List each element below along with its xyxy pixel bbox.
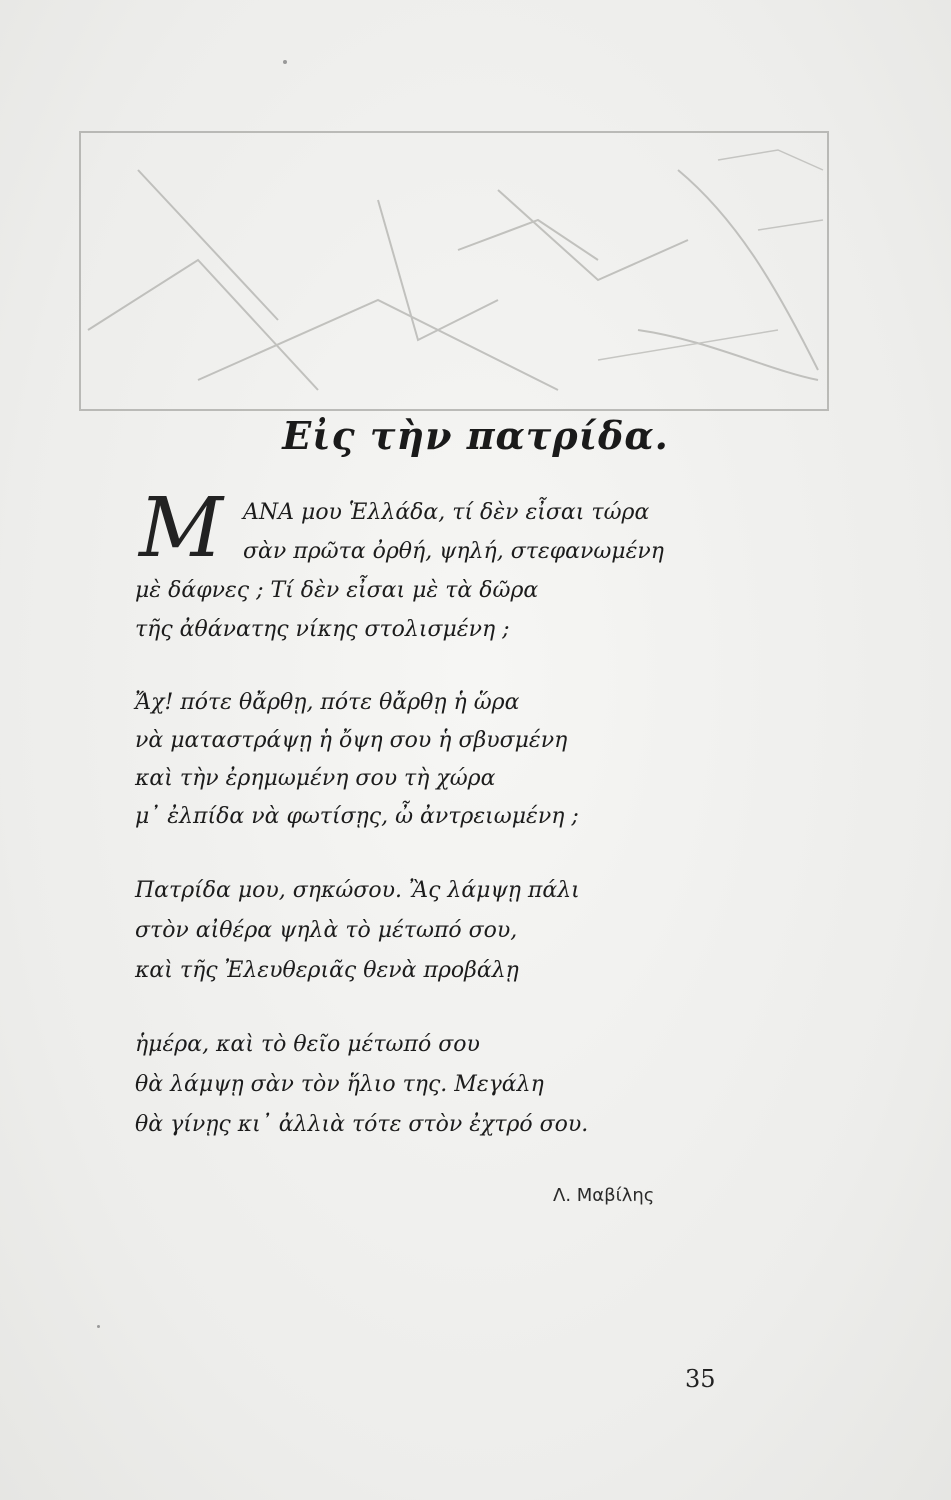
poem-line: ἡμέρα, καὶ τὸ θεῖο μέτωπό σου <box>135 1032 480 1057</box>
poem-line: στὸν αἰθέρα ψηλὰ τὸ μέτωπό σου, <box>135 918 518 943</box>
poem-line: καὶ τῆς Ἐλευθεριᾶς θενὰ προβάλῃ <box>135 958 519 983</box>
poem-line: νὰ ματαστράψῃ ἡ ὄψη σου ἡ σβυσμένη <box>135 728 568 753</box>
poem-line: Ἄχ! πότε θἄρθῃ, πότε θἄρθῃ ἡ ὥρα <box>135 690 520 715</box>
poem-title: Εἰς τὴν πατρίδα. <box>282 413 669 459</box>
poem-line: ΑΝΑ μου Ἑλλάδα, τί δὲν εἶσαι τώρα <box>243 500 650 525</box>
poem-line: τῆς ἀθάνατης νίκης στολισμένη ; <box>135 617 510 642</box>
page-number: 35 <box>685 1365 716 1393</box>
bleed-through-illustration <box>78 130 830 412</box>
author-signature: Λ. Μαβίλης <box>553 1185 655 1206</box>
paper-speck <box>97 1325 100 1328</box>
poem-line: θὰ γίνῃς κι᾿ ἀλλιὰ τότε στὸν ἐχτρό σου. <box>135 1112 589 1137</box>
poem-line: Πατρίδα μου, σηκώσου. Ἂς λάμψῃ πάλι <box>135 878 580 903</box>
drop-cap: Μ <box>139 481 223 576</box>
poem-line: σὰν πρῶτα ὀρθή, ψηλή, στεφανωμένη <box>243 539 664 564</box>
poem-line: θὰ λάμψῃ σὰν τὸν ἥλιο της. Μεγάλη <box>135 1072 544 1097</box>
poem-line: μ᾿ ἐλπίδα νὰ φωτίσῃς, ὦ ἀντρειωμένη ; <box>135 804 579 829</box>
poem-line: μὲ δάφνες ; Τί δὲν εἶσαι μὲ τὰ δῶρα <box>135 578 539 603</box>
poem-line: καὶ τὴν ἐρημωμένη σου τὴ χώρα <box>135 766 496 791</box>
paper-speck <box>283 60 287 64</box>
